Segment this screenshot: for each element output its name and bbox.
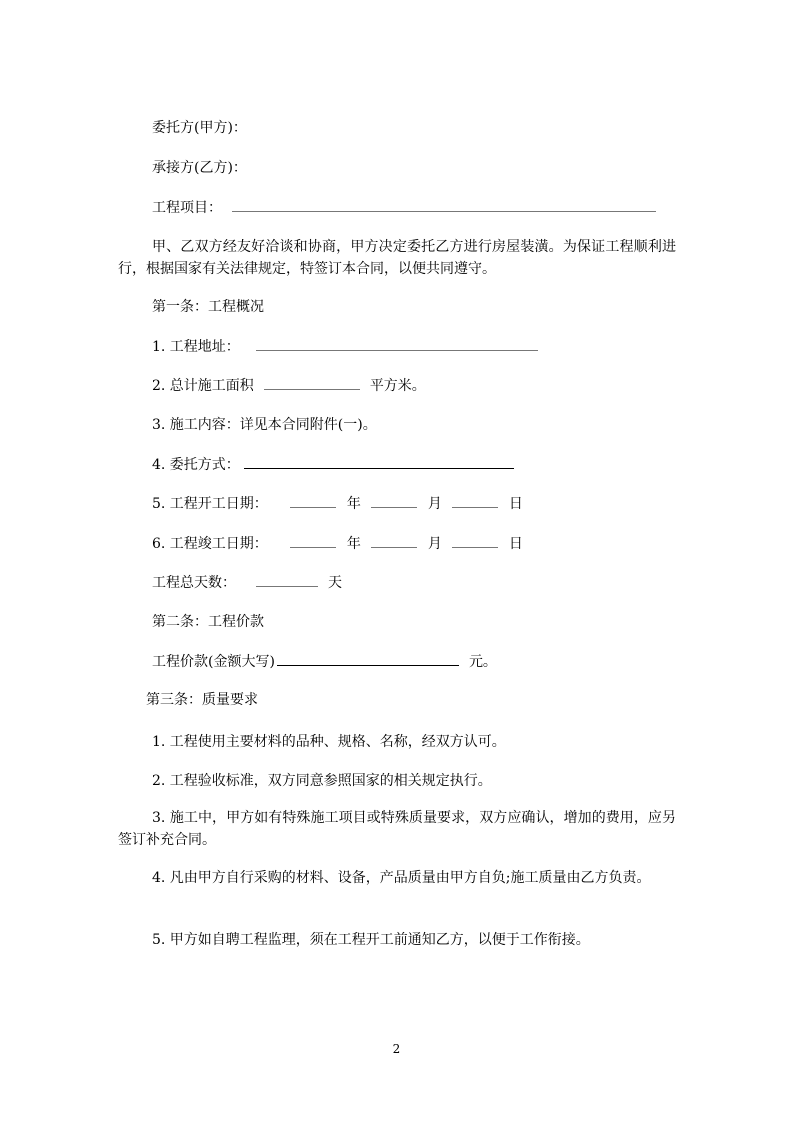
address-line: [152, 337, 538, 357]
project-item-blank: [232, 199, 656, 212]
start-month-blank: [371, 495, 417, 508]
method-blank: [244, 456, 514, 469]
start-year-label: 年: [346, 496, 361, 512]
quality-item-1: 1. 工程使用主要材料的品种、规格、名称，经双方认可。: [152, 734, 506, 750]
article3-title: 第三条：质量要求: [146, 692, 258, 708]
area-blank: [264, 377, 360, 390]
finish-date-label: 6. 工程竣工日期：: [152, 536, 268, 552]
finish-month-blank: [371, 535, 417, 548]
article2-title: 第二条：工程价款: [152, 614, 264, 630]
total-days-line: [152, 573, 342, 593]
finish-date-line: [152, 534, 523, 554]
start-date-label: 5. 工程开工日期：: [152, 496, 268, 512]
page-number: 2: [392, 1042, 401, 1056]
quality-item-2: 2. 工程验收标准，双方同意参照国家的相关规定执行。: [152, 773, 492, 789]
address-blank: [256, 338, 538, 351]
content-line: 3. 施工内容：详见本合同附件(一)。: [152, 417, 377, 433]
finish-year-label: 年: [346, 536, 361, 552]
finish-year-blank: [290, 535, 336, 548]
finish-day-blank: [452, 535, 498, 548]
start-day-blank: [452, 495, 498, 508]
finish-day-label: 日: [508, 536, 523, 552]
party-a-label: 委托方(甲方)：: [152, 120, 247, 136]
method-label: 4. 委托方式：: [152, 457, 240, 473]
total-days-blank: [256, 574, 318, 587]
area-label: 2. 总计施工面积: [152, 378, 254, 394]
start-year-blank: [290, 495, 336, 508]
quality-item-5: 5. 甲方如自聘工程监理，须在工程开工前通知乙方，以便于工作衔接。: [152, 932, 590, 948]
party-b-line: [152, 158, 247, 178]
quality-item-3: 3. 施工中，甲方如有特殊施工项目或特殊质量要求，双方应确认，增加的费用，应另签订补充合同。: [118, 810, 676, 848]
start-date-line: [152, 494, 523, 514]
article1-title: 第一条：工程概况: [152, 299, 264, 315]
party-a-line: [152, 118, 247, 138]
project-item-label: 工程项目：: [152, 200, 222, 216]
quality-item-4: 4. 凡由甲方自行采购的材料、设备，产品质量由甲方自负;施工质量由乙方负责。: [152, 870, 651, 886]
area-unit: 平方米。: [369, 378, 426, 394]
intro-paragraph: 甲、乙双方经友好洽谈和协商，甲方决定委托乙方进行房屋装潢。为保证工程顺利进行，根据国家有关法律规定，特签订本合同，以便共同遵守。: [118, 239, 676, 277]
price-unit: 元。: [468, 654, 497, 670]
address-label: 1. 工程地址：: [152, 339, 240, 355]
area-line: [152, 376, 426, 396]
party-b-label: 承接方(乙方)：: [152, 160, 247, 176]
price-label: 工程价款(金额大写): [152, 654, 275, 670]
start-month-label: 月: [427, 496, 442, 512]
total-days-unit: 天: [328, 575, 342, 591]
project-item-line: [152, 198, 656, 218]
finish-month-label: 月: [427, 536, 442, 552]
start-day-label: 日: [508, 496, 523, 512]
method-line: [152, 455, 514, 475]
total-days-label: 工程总天数：: [152, 575, 236, 591]
price-blank: [277, 653, 459, 666]
price-line: [152, 652, 497, 672]
